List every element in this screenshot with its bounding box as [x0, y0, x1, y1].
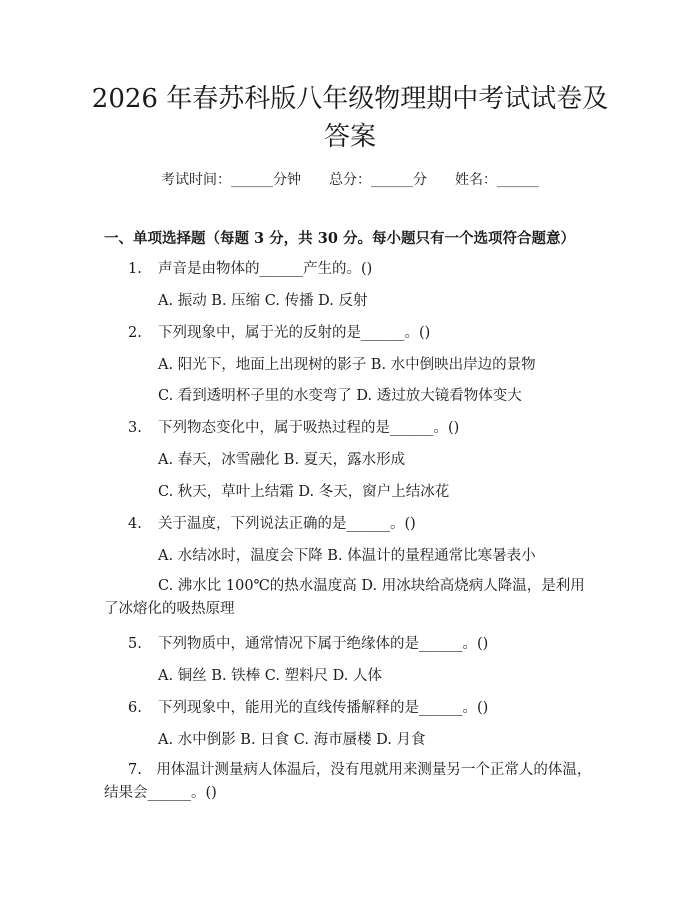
question-5-options: A. 铜丝 B. 铁棒 C. 塑料尺 D. 人体	[158, 668, 383, 684]
question-3	[128, 418, 459, 438]
question-5	[128, 634, 488, 654]
question-number: 4.	[128, 516, 142, 532]
section-heading-single-choice: 一、单项选择题（每题 3 分，共 30 分。每小题只有一个选项符合题意）	[104, 230, 575, 247]
question-number: 1.	[128, 261, 142, 277]
question-number: 5.	[128, 636, 142, 652]
total-score-label: 总分：______分	[329, 172, 427, 188]
question-1-options: A. 振动 B. 压缩 C. 传播 D. 反射	[158, 293, 368, 309]
question-2-options-line-2: C. 看到透明杯子里的水变弯了 D. 透过放大镜看物体变大	[158, 388, 522, 404]
page-title: 2026 年春苏科版八年级物理期中考试试卷及答案	[91, 84, 609, 152]
question-stem: 下列物质中，通常情况下属于绝缘体的是______。()	[158, 636, 489, 652]
question-2-options-line-1: A. 阳光下，地面上出现树的影子 B. 水中倒映出岸边的景物	[158, 357, 536, 373]
question-3-options-line-2: C. 秋天，草叶上结霜 D. 冬天，窗户上结冰花	[158, 484, 450, 500]
question-stem: 下列现象中，属于光的反射的是______。()	[158, 325, 431, 341]
question-4	[128, 514, 416, 534]
question-number: 3.	[128, 420, 142, 436]
question-1	[128, 259, 372, 279]
question-stem: 关于温度，下列说法正确的是______。()	[158, 516, 416, 532]
question-stem: 声音是由物体的______产生的。()	[158, 261, 373, 277]
question-3-options-line-1: A. 春天，冰雪融化 B. 夏天，露水形成	[158, 452, 406, 468]
question-2	[128, 323, 430, 343]
question-stem: 下列现象中，能用光的直线传播解释的是______。()	[158, 700, 489, 716]
question-6-options: A. 水中倒影 B. 日食 C. 海市蜃楼 D. 月食	[158, 732, 426, 748]
question-number: 2.	[128, 325, 142, 341]
student-name-label: 姓名：______	[455, 172, 539, 188]
question-4-options-line-2: C. 沸水比 100℃的热水温度高 D. 用冰块给高烧病人降温，是利用了冰熔化的吸热原理	[104, 578, 585, 617]
question-number: 6.	[128, 700, 142, 716]
question-7: 7. 用体温计测量病人体温后，没有甩就用来测量另一个正常人的体温，结果会______。()	[104, 762, 592, 801]
question-stem: 下列物态变化中，属于吸热过程的是______。()	[158, 420, 460, 436]
exam-time-label: 考试时间：______分钟	[161, 172, 301, 188]
question-4-options-line-1: A. 水结冰时，温度会下降 B. 体温计的量程通常比寒暑表小	[158, 548, 536, 564]
exam-meta	[0, 170, 700, 190]
question-6	[128, 698, 488, 718]
